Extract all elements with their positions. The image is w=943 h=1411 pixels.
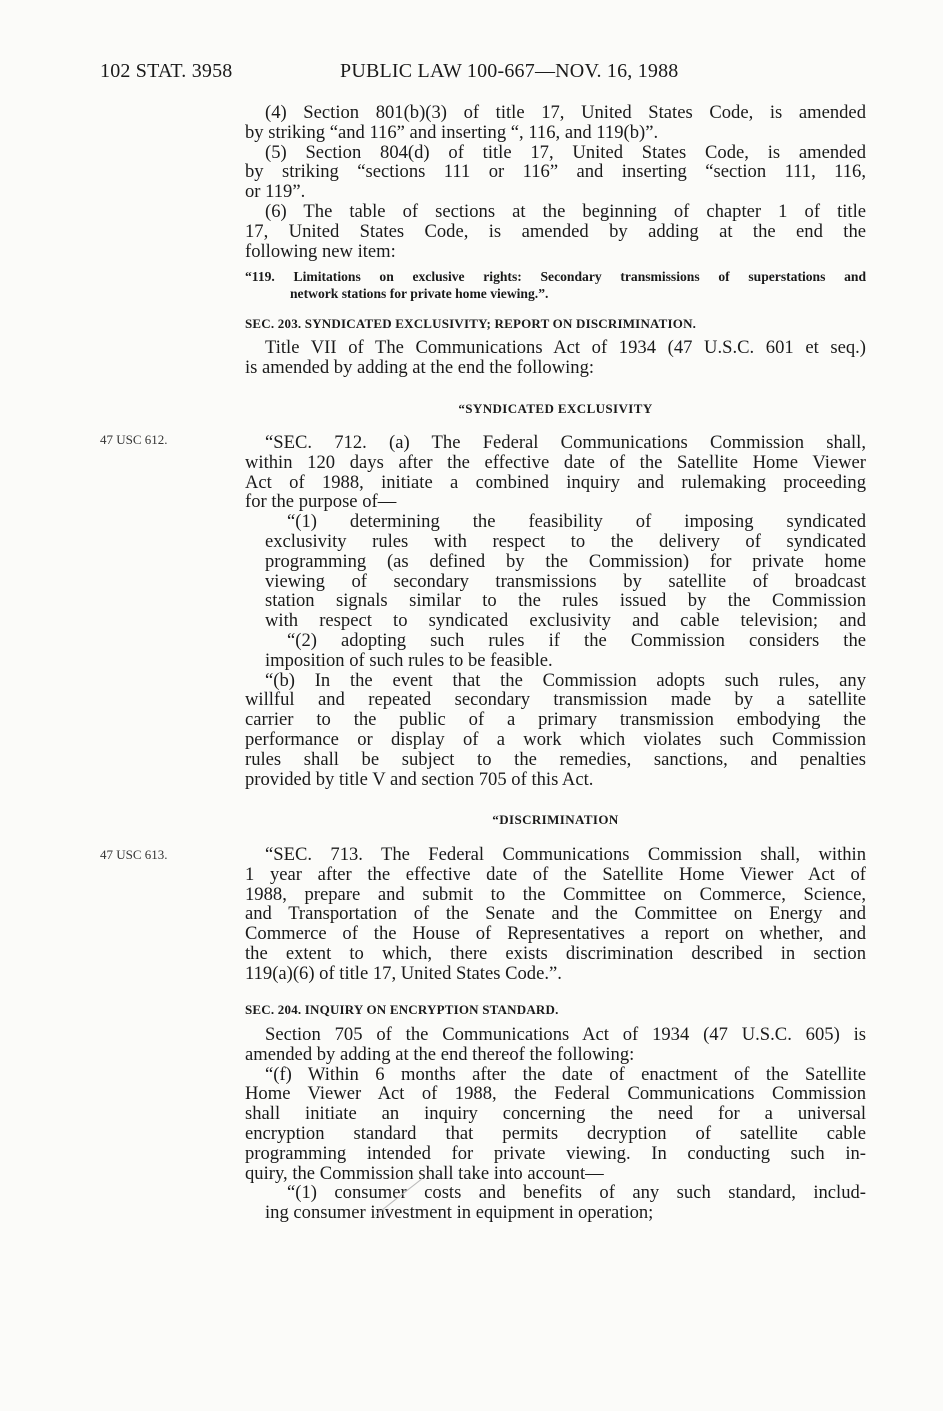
margin-note-47-usc-612: 47 USC 612.	[100, 432, 168, 447]
text-line: Commerce of the House of Representatives a report on whether, and	[245, 924, 866, 944]
text-line: quiry, the Commission shall take into account—	[245, 1162, 604, 1184]
text-line: “SEC. 713. The Federal Communications Commission shall, within	[265, 845, 866, 865]
text-line: 1 year after the effective date of the Satellite Home Viewer Act of	[245, 864, 866, 885]
text-line: ing consumer investment in equipment in operation;	[265, 1202, 654, 1224]
text-line: 119(a)(6) of title 17, United States Code.”.	[245, 962, 562, 984]
text-line: or 119”.	[245, 181, 306, 203]
text-line: willful and repeated secondary transmission made by a satellite	[245, 690, 866, 711]
page-stat-number: 102 STAT. 3958	[100, 60, 233, 82]
text-line: by striking “sections 111 or 116” and inserting “section 111, 116,	[245, 162, 866, 183]
text-line: performance or display of a work which violates such Commission	[245, 729, 866, 750]
text-line: network stations for private home viewing.”.	[290, 286, 549, 301]
text-line: “(f) Within 6 months after the date of enactment of the Satellite	[265, 1064, 866, 1085]
text-line: Section 705 of the Communications Act of 1934 (47 U.S.C. 605) is	[265, 1025, 866, 1045]
text-line: programming intended for private viewing. In conducting such in-	[245, 1143, 866, 1164]
text-line: exclusivity rules with respect to the delivery of syndicated	[265, 531, 866, 552]
text-line: “SEC. 712. (a) The Federal Communications Commission shall,	[265, 433, 866, 453]
section-204-heading: SEC. 204. INQUIRY ON ENCRYPTION STANDARD.	[245, 1002, 559, 1017]
text-line: “119. Limitations on exclusive rights: Secondary transmissions of superstations and	[245, 269, 866, 284]
text-line: following new item:	[245, 240, 396, 262]
text-line: carrier to the public of a primary transmission embodying the	[245, 710, 866, 730]
text-line: is amended by adding at the end the following:	[245, 356, 595, 378]
text-line: the extent to which, there exists discrimination described in section	[245, 943, 866, 964]
text-line: with respect to syndicated exclusivity and cable television; and	[265, 611, 866, 631]
section-203-intro	[245, 338, 866, 378]
text-line: provided by title V and section 705 of this Act.	[245, 768, 594, 790]
text-line: viewing of secondary transmissions by satellite of broadcast	[265, 571, 866, 592]
text-line: 1988, prepare and submit to the Committee on Commerce, Science,	[245, 884, 866, 905]
syndicated-exclusivity-heading: “SYNDICATED EXCLUSIVITY	[458, 401, 653, 416]
text-line: “(2) adopting such rules if the Commission considers the	[287, 630, 866, 651]
text-line: “(1) determining the feasibility of imposing syndicated	[287, 512, 866, 532]
text-line: within 120 days after the effective date of the Satellite Home Viewer	[245, 452, 866, 473]
section-203-heading: SEC. 203. SYNDICATED EXCLUSIVITY; REPORT ON DISCRIMINATION.	[245, 316, 697, 331]
text-line: encryption standard that permits decryption of satellite cable	[245, 1123, 866, 1144]
amendments-paragraphs	[245, 103, 866, 261]
text-line: “(1) consumer costs and benefits of any such standard, includ-	[287, 1183, 866, 1204]
text-line: (5) Section 804(d) of title 17, United States Code, is amended	[265, 142, 866, 163]
text-line: by striking “and 116” and inserting “, 116, and 119(b)”.	[245, 121, 659, 143]
text-line: Home Viewer Act of 1988, the Federal Communications Commission	[245, 1084, 866, 1105]
text-line: programming (as defined by the Commission) for private home	[265, 551, 866, 572]
text-line: “(b) In the event that the Commission adopts such rules, any	[265, 670, 866, 691]
text-line: and Transportation of the Senate and the Committee on Energy and	[245, 904, 866, 925]
margin-note-47-usc-613: 47 USC 613.	[100, 847, 168, 862]
text-line: imposition of such rules to be feasible.	[265, 649, 553, 671]
new-section-item	[245, 268, 866, 302]
section-712-text	[245, 433, 866, 789]
text-line: Title VII of The Communications Act of 1934 (47 U.S.C. 601 et seq.)	[265, 338, 866, 358]
text-line: station signals similar to the rules issued by the Commission	[265, 591, 866, 612]
text-line: rules shall be subject to the remedies, sanctions, and penalties	[245, 749, 866, 770]
text-line: 17, United States Code, is amended by adding at the end the	[245, 221, 866, 242]
text-line: shall initiate an inquiry concerning the need for a universal	[245, 1104, 866, 1124]
text-line: amended by adding at the end thereof the following:	[245, 1043, 635, 1065]
section-713-text	[245, 845, 866, 984]
text-line: for the purpose of—	[245, 491, 397, 513]
text-line: Act of 1988, initiate a combined inquiry and rulemaking proceeding	[245, 472, 866, 493]
page-header-title: PUBLIC LAW 100-667—NOV. 16, 1988	[340, 60, 679, 82]
text-line: (4) Section 801(b)(3) of title 17, United States Code, is amended	[265, 103, 866, 123]
text-line: (6) The table of sections at the beginning of chapter 1 of title	[265, 201, 866, 222]
section-204-text	[245, 1025, 866, 1223]
discrimination-heading: “DISCRIMINATION	[492, 812, 619, 827]
